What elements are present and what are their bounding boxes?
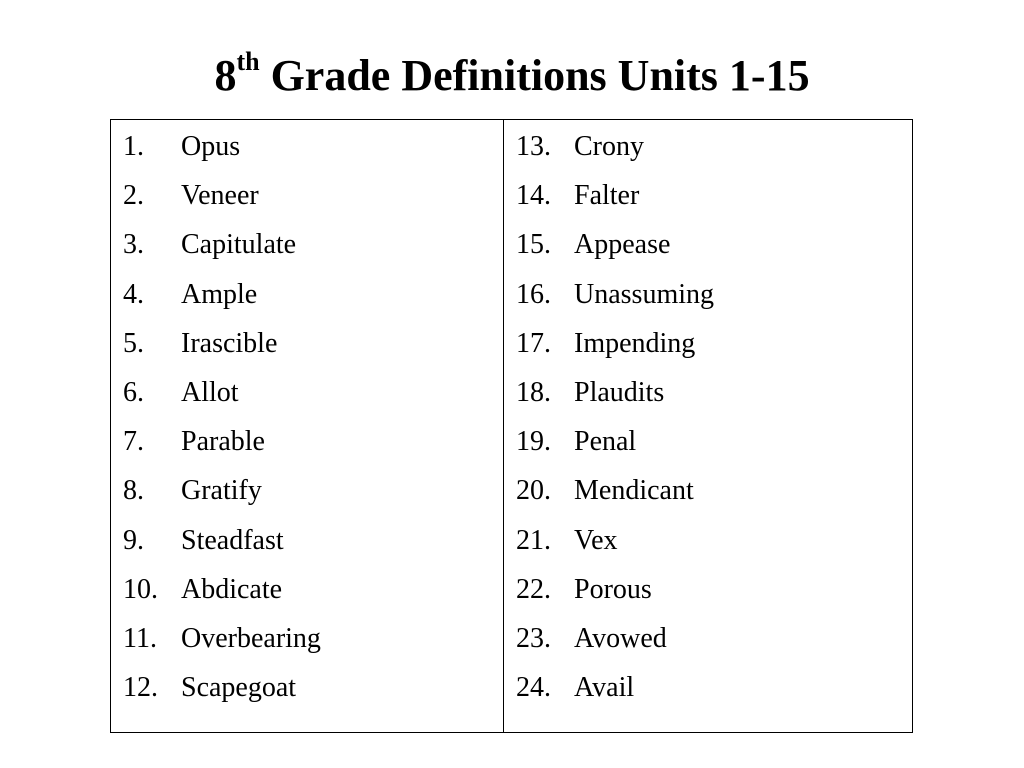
item-word: Avail (574, 672, 635, 704)
list-item (504, 522, 912, 571)
item-word: Penal (574, 426, 637, 458)
list-item (111, 276, 503, 325)
item-word: Allot (181, 376, 239, 408)
item-word: Vex (574, 524, 618, 556)
word-list-left (111, 128, 503, 718)
item-word: Porous (574, 573, 652, 605)
item-word: Gratify (181, 475, 262, 507)
item-number: 4. (123, 278, 144, 310)
item-number: 24. (516, 672, 551, 704)
title-number: 8 (214, 51, 237, 100)
item-number: 9. (123, 524, 144, 556)
item-number: 3. (123, 229, 144, 261)
item-word: Capitulate (181, 229, 297, 261)
list-item (504, 571, 912, 620)
list-item (111, 472, 503, 521)
item-number: 19. (516, 426, 551, 458)
list-item (111, 571, 503, 620)
item-word: Parable (181, 426, 265, 458)
title-text: Grade Definitions Units 1-15 (259, 51, 810, 100)
item-number: 23. (516, 622, 551, 654)
list-item (504, 325, 912, 374)
item-word: Avowed (574, 622, 667, 654)
left-column (111, 120, 504, 732)
list-item (504, 620, 912, 669)
item-number: 7. (123, 426, 144, 458)
item-word: Irascible (181, 327, 278, 359)
item-number: 17. (516, 327, 551, 359)
list-item (111, 226, 503, 275)
list-item (504, 669, 912, 718)
item-number: 13. (516, 131, 551, 162)
item-number: 20. (516, 475, 551, 507)
list-item (504, 226, 912, 275)
list-item (111, 669, 503, 718)
item-word: Abdicate (181, 573, 283, 605)
list-item (111, 522, 503, 571)
item-number: 5. (123, 327, 144, 359)
list-item (111, 177, 503, 226)
item-number: 16. (516, 278, 551, 310)
item-number: 2. (123, 180, 144, 212)
title-superscript: th (236, 47, 260, 76)
list-item (111, 325, 503, 374)
item-word: Veneer (181, 180, 259, 212)
item-number: 11. (123, 622, 157, 654)
item-word: Crony (574, 131, 644, 162)
item-number: 14. (516, 180, 551, 212)
item-word: Unassuming (574, 278, 714, 310)
right-column (504, 120, 912, 732)
list-item (111, 620, 503, 669)
item-number: 18. (516, 376, 551, 408)
item-number: 22. (516, 573, 551, 605)
item-number: 21. (516, 524, 551, 556)
item-word: Falter (574, 180, 640, 212)
item-number: 10. (123, 573, 158, 605)
item-word: Scapegoat (181, 672, 297, 704)
item-word: Ample (181, 278, 258, 310)
word-list-right (504, 128, 912, 718)
item-word: Appease (574, 229, 671, 261)
item-word: Steadfast (181, 524, 284, 556)
item-number: 8. (123, 475, 144, 507)
list-item (504, 276, 912, 325)
item-word: Opus (181, 131, 241, 162)
list-item (504, 177, 912, 226)
list-item (111, 423, 503, 472)
item-number: 1. (123, 131, 144, 162)
item-number: 6. (123, 376, 144, 408)
item-number: 12. (123, 672, 158, 704)
list-item (504, 128, 912, 177)
list-item (111, 374, 503, 423)
item-number: 15. (516, 229, 551, 261)
word-table (110, 119, 913, 733)
list-item (111, 128, 503, 177)
item-word: Plaudits (574, 376, 665, 408)
list-item (504, 423, 912, 472)
item-word: Impending (574, 327, 696, 359)
list-item (504, 472, 912, 521)
page-title (0, 46, 1024, 106)
list-item (504, 374, 912, 423)
item-word: Overbearing (181, 622, 321, 654)
item-word: Mendicant (574, 475, 694, 507)
